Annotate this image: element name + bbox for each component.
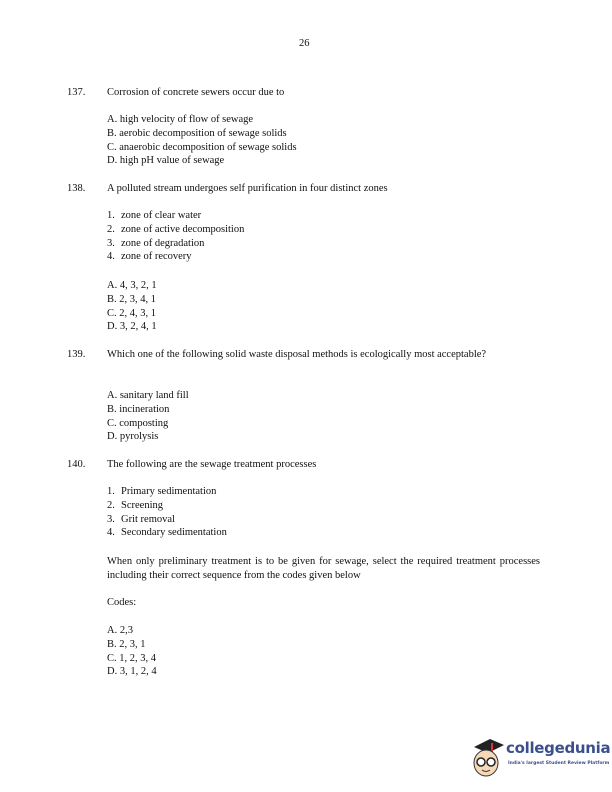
items-list bbox=[107, 209, 244, 264]
item-number: 4. bbox=[107, 527, 115, 539]
question-text: Which one of the following solid waste disposal methods is ecologically most acceptable? bbox=[107, 349, 487, 360]
question-text: The following are the sewage treatment processes bbox=[107, 459, 317, 470]
option: A. high velocity of flow of sewage bbox=[107, 114, 254, 125]
item-number: 3. bbox=[107, 237, 115, 249]
option: B. 2, 3, 4, 1 bbox=[107, 293, 157, 305]
option: D. pyrolysis bbox=[107, 431, 159, 443]
option: D. 3, 1, 2, 4 bbox=[107, 666, 157, 678]
item-number: 1. bbox=[107, 486, 115, 497]
codes-label: Codes: bbox=[107, 597, 137, 608]
list-item bbox=[107, 499, 227, 513]
list-item bbox=[107, 485, 227, 499]
option: C. anaerobic decomposition of sewage solids bbox=[107, 141, 297, 153]
list-item bbox=[107, 237, 244, 251]
item-text: Primary sedimentation bbox=[121, 486, 217, 497]
question-text: Corrosion of concrete sewers occur due to bbox=[107, 87, 285, 98]
list-item bbox=[107, 209, 244, 223]
item-text: zone of active decomposition bbox=[121, 223, 245, 235]
option: A. 4, 3, 2, 1 bbox=[107, 280, 157, 291]
list-item bbox=[107, 250, 244, 264]
options-list bbox=[107, 624, 157, 679]
item-text: zone of degradation bbox=[121, 237, 205, 249]
item-number: 2. bbox=[107, 499, 115, 511]
options-list bbox=[107, 389, 189, 444]
item-text: zone of recovery bbox=[121, 251, 192, 263]
option: A. 2,3 bbox=[107, 625, 133, 636]
question-number: 138. bbox=[67, 183, 86, 194]
list-item bbox=[107, 223, 244, 237]
option: C. composting bbox=[107, 417, 169, 429]
item-number: 4. bbox=[107, 251, 115, 263]
instruction-text: When only preliminary treatment is to be given for sewage, select the required treatment processes including their correct sequence from the codes given below bbox=[107, 556, 540, 581]
item-text: Grit removal bbox=[121, 513, 175, 525]
item-text: Screening bbox=[121, 499, 163, 511]
options-list bbox=[107, 279, 157, 334]
option: D. high pH value of sewage bbox=[107, 155, 225, 167]
logo-brand: collegedunia bbox=[506, 739, 611, 757]
collegedunia-logo bbox=[470, 735, 610, 785]
item-number: 1. bbox=[107, 210, 115, 221]
list-item bbox=[107, 513, 227, 527]
item-number: 2. bbox=[107, 223, 115, 235]
option: B. aerobic decomposition of sewage solids bbox=[107, 127, 287, 139]
option: A. sanitary land fill bbox=[107, 390, 189, 401]
option: C. 1, 2, 3, 4 bbox=[107, 652, 157, 664]
options-list bbox=[107, 113, 297, 168]
option: B. incineration bbox=[107, 403, 170, 415]
page-number: 26 bbox=[299, 38, 310, 49]
question-number: 140. bbox=[67, 459, 86, 470]
list-item bbox=[107, 526, 227, 540]
option: C. 2, 4, 3, 1 bbox=[107, 307, 157, 319]
item-text: zone of clear water bbox=[121, 210, 202, 221]
item-text: Secondary sedimentation bbox=[121, 527, 227, 539]
question-number: 139. bbox=[67, 349, 86, 360]
logo-tagline: India's largest Student Review Platform bbox=[508, 761, 610, 766]
mascot-icon bbox=[470, 735, 506, 781]
items-list bbox=[107, 485, 227, 540]
question-number: 137. bbox=[67, 87, 86, 98]
option: D. 3, 2, 4, 1 bbox=[107, 321, 157, 333]
item-number: 3. bbox=[107, 513, 115, 525]
question-text: A polluted stream undergoes self purification in four distinct zones bbox=[107, 183, 388, 194]
option: B. 2, 3, 1 bbox=[107, 638, 146, 650]
